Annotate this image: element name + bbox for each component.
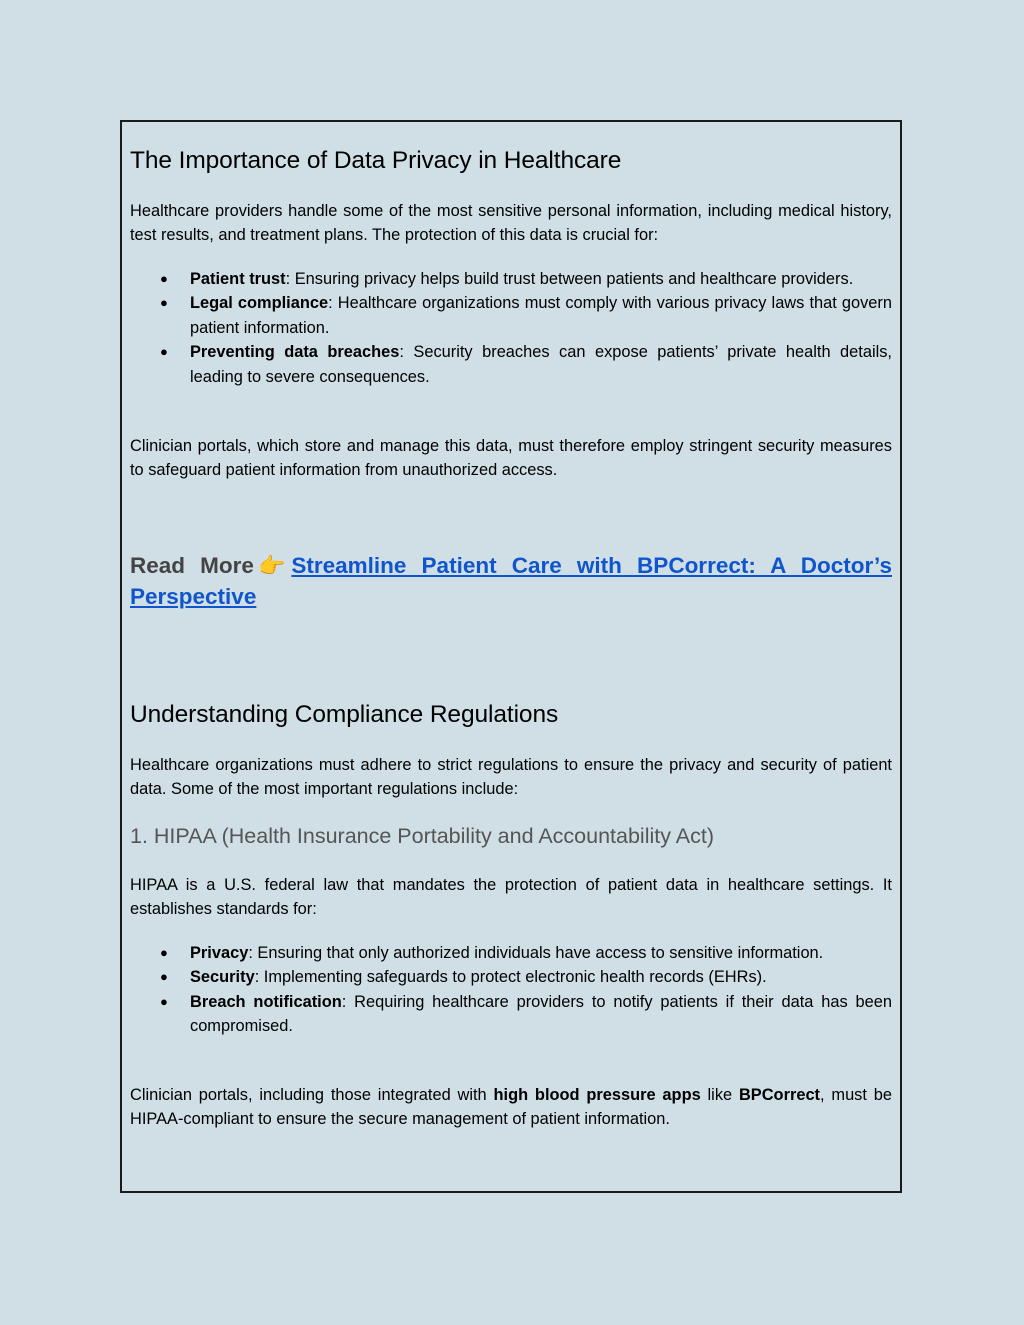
closing-text: like: [700, 1086, 739, 1104]
list-item: [190, 340, 892, 389]
list-item: [190, 990, 892, 1039]
brand-name: BPCorrect: [738, 1086, 821, 1104]
list-item: [190, 267, 892, 291]
hipaa-standards-list: [130, 941, 892, 1039]
list-item-term: Breach notification: [190, 992, 342, 1011]
regulations-intro-paragraph: Healthcare organizations must adhere to strict regulations to ensure the privacy and security of patient data. Some of the most important regulations include:: [130, 756, 892, 799]
list-item-term: Patient trust: [190, 270, 286, 288]
list-item-term: Security: [190, 968, 255, 987]
list-item-text: : Implementing safeguards to protect electronic health records (EHRs).: [254, 968, 767, 987]
section-heading-compliance: Understanding Compliance Regulations: [130, 701, 559, 728]
pointing-hand-icon: 👉: [257, 553, 286, 578]
section-heading-data-privacy: The Importance of Data Privacy in Healthcare: [130, 147, 622, 174]
list-item: [190, 291, 892, 340]
closing-text: , must be HIPAA-compliant to ensure the secure management of patient information.: [130, 1086, 892, 1129]
privacy-benefits-list: [130, 267, 892, 389]
hipaa-closing-paragraph: [130, 1083, 892, 1132]
list-item-text: : Ensuring privacy helps build trust between patients and healthcare providers.: [285, 270, 854, 288]
list-item: [190, 941, 892, 965]
hipaa-subheading: 1. HIPAA (Health Insurance Portability and Accountability Act): [130, 824, 714, 848]
closing-bold-text: high blood pressure apps: [493, 1086, 701, 1104]
closing-text: Clinician portals, including those integrated with: [130, 1086, 494, 1104]
list-item-term: Privacy: [190, 944, 249, 962]
read-more-label: Read More: [130, 553, 254, 578]
list-item-text: : Healthcare organizations must comply with various privacy laws that govern patient information.: [190, 294, 892, 337]
document-page: [120, 120, 902, 1193]
list-item: [190, 965, 892, 989]
list-item-term: Legal compliance: [190, 294, 329, 313]
list-item-text: : Ensuring that only authorized individuals have access to sensitive information.: [248, 944, 824, 962]
closing-paragraph: Clinician portals, which store and manage this data, must therefore employ stringent security measures to safeguard patient information from unauthorized access.: [130, 437, 892, 480]
list-item-text: : Security breaches can expose patients’ private health details, leading to severe consequences.: [190, 343, 892, 386]
list-item-text: : Requiring healthcare providers to notify patients if their data has been compromised.: [190, 992, 892, 1036]
intro-paragraph: Healthcare providers handle some of the most sensitive personal information, including medical history, test results, and treatment plans. The protection of this data is crucial for:: [130, 202, 892, 245]
hipaa-intro-paragraph: HIPAA is a U.S. federal law that mandates the protection of patient data in healthcare settings. It establishes standards for:: [130, 876, 892, 919]
read-more-callout: [130, 550, 892, 612]
read-more-link[interactable]: Streamline Patient Care with BPCorrect: A Doctor’s Perspective: [130, 553, 892, 609]
list-item-term: Preventing data breaches: [190, 343, 400, 362]
